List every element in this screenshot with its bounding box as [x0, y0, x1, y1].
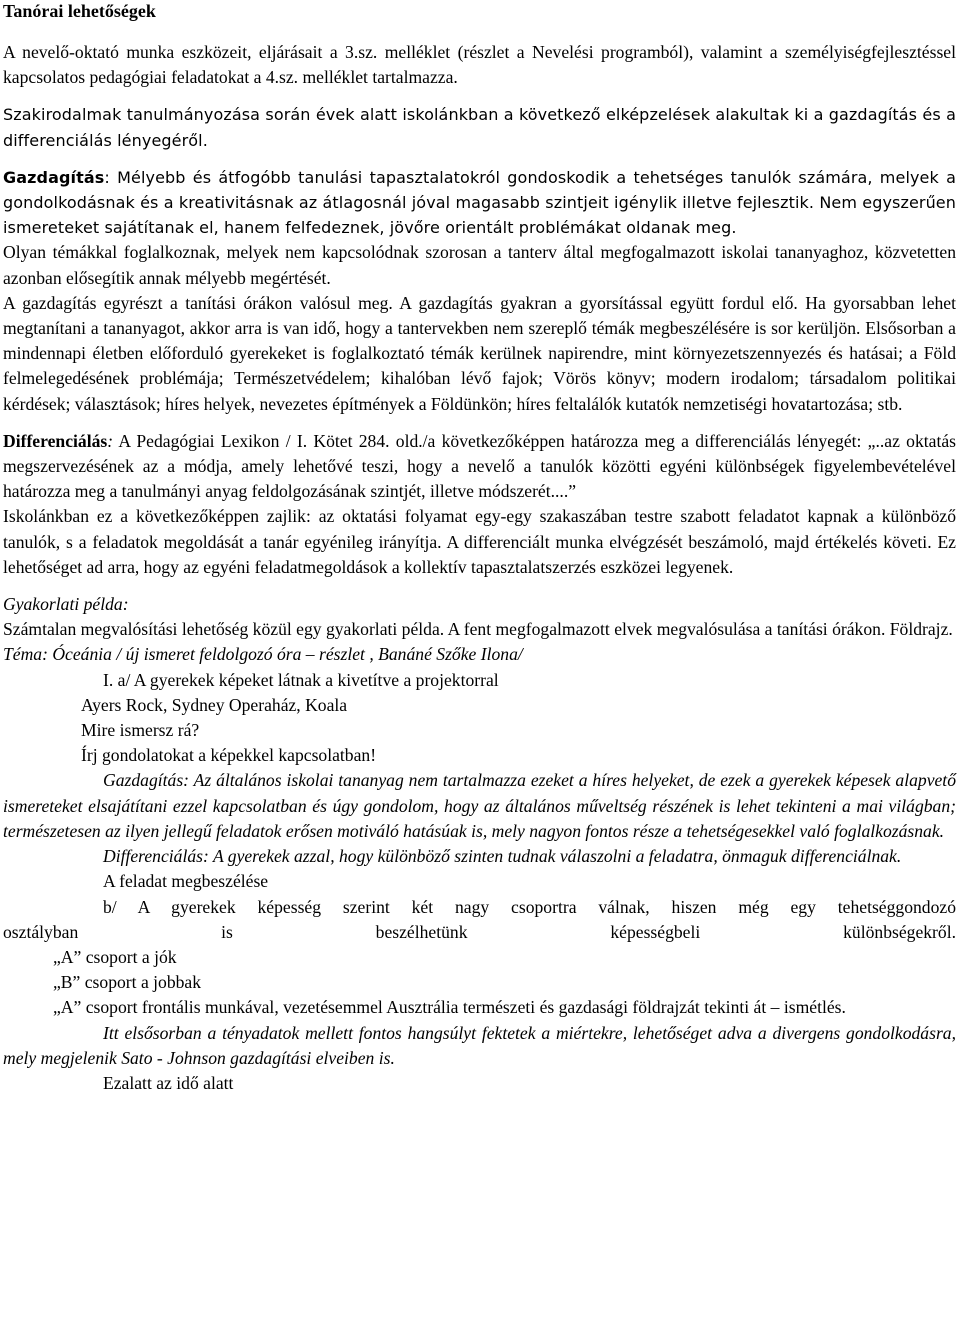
example-intro: Számtalan megvalósítási lehetőség közül egy gyakorlati példa. A fent megfogalmazott elvek megvalósulása a tanítási órákon. Földrajz. [3, 619, 953, 640]
list-item: Ayers Rock, Sydney Operaház, Koala [81, 694, 348, 715]
step-one: I. a/ A gyerekek képeket látnak a kivetítve a projektorral [103, 669, 499, 690]
enrichment-practice-paragraph: A gazdagítás egyrészt a tanítási órákon valósul meg. A gazdagítás gyakran a gyorsítással együtt fordul elő. Ha gyorsabban lehet megtanítani a tananyagot, akkor arra is van idő, hogy a tantervekben nem szereplő témák megbeszélésére is sor kerüljön. Elsősorban a mindennapi életben előforduló gyerekeket is foglalkoztató témák kerülnek napirendre, mint környezetszennyezés és hatásai; a Föld felmelegedésének problémája; Természetvédelem; kihalóban lévő fajok; Vörös könyv; modern irodalom; társadalom politikai kérdések; választások; híres helyek, nevezetes építmények a Földünkön; híres feltalálók kutatók nemzetiségi hovatartozása; stb. [3, 292, 956, 414]
task-discussion: A feladat megbeszélése [103, 871, 269, 892]
enrichment-definition: : Mélyebb és átfogóbb tanulási tapasztalatokról gondoskodik a tehetséges tanulók számára, melyek a gondolkodásnak és a kreativitásnak az átlagosnál jóval magasabb szintjeit igénylik illetve fejlesztik. Nem egyszerűen ismereteket sajátítanak el, hanem felfedeznek, jövőre orientált problémákat oldanak meg. [3, 167, 956, 238]
group-a-task: „A” csoport frontális munkával, vezetésemmel Ausztrália természeti és gazdasági földrajzát tekinti át – ismétlés. [53, 997, 846, 1018]
meanwhile-line: Ezalatt az idő alatt [103, 1072, 234, 1093]
enrichment-note: Gazdagítás: Az általános iskolai tananyag nem tartalmazza ezeket a híres helyeket, de ezek a gyerekek képesek alapvető ismereteket elsajátítani ezzel kapcsolatban és úgy gondolom, hogy az általános műveltség részének is lehet tekinteni a mai világban; természetesen az ilyen jellegű feladatok erősen motiváló hatásúak is, mely nagyon fontos része a tehetségesekkel való foglalkozásnak. [3, 770, 956, 841]
example-theme: Téma: Óceánia / új ismeret feldolgozó óra – részlet , Banáné Szőke Ilona/ [3, 644, 523, 665]
step-b-line-1: b/ A gyerekek képesség szerint két nagy csoportra válnak, hiszen még egy tehetséggondozó [103, 896, 956, 917]
sato-note: Itt elsősorban a tényadatok mellett fontos hangsúlyt fektetek a miértekre, lehetőséget adva a divergens gondolkodásra, mely megjelenik Sato - Johnson gazdagítási elveiben is. [3, 1022, 956, 1068]
list-item: Írj gondolatokat a képekkel kapcsolatban! [81, 745, 377, 766]
enrichment-topics-paragraph: Olyan témákkal foglalkoznak, melyek nem kapcsolódnak szorosan a tanterv által megfogalmazott iskolai tananyaghoz, közvetetten azonban elősegítik annak mélyebb megértését. [3, 242, 956, 288]
literature-paragraph: Szakirodalmak tanulmányozása során évek alatt iskolánkban a következő elképzelések alakultak ki a gazdagítás és a differenciálás lényegéről. [3, 105, 956, 150]
group-a: „A” csoport a jók [53, 946, 177, 967]
list-item: Mire ismersz rá? [81, 720, 200, 741]
group-b: „B” csoport a jobbak [53, 972, 202, 993]
intro-paragraph: A nevelő-oktató munka eszközeit, eljárásait a 3.sz. melléklet (részlet a Nevelési programból), valamint a személyiségfejlesztéssel kapcsolatos pedagógiai feladatokat a 4.sz. melléklet tartalmazza. [3, 42, 956, 88]
enrichment-paragraph [3, 165, 956, 241]
example-heading: Gyakorlati példa: [3, 594, 129, 615]
enrichment-term: Gazdagítás [3, 167, 105, 187]
step-b-line-2: osztályban is beszélhetünk képességbeli különbségekről. [3, 921, 956, 942]
differentiation-practice-paragraph: Iskolánkban ez a következőképpen zajlik: az oktatási folyamat egy-egy szakaszában testre szabott feladatot kapnak a különböző tanulók, s a feladatok megoldását a tanár egyénileg irányítja. A differenciált munka elvégzését beszámoló, majd értékelés követi. Ez lehetőséget ad arra, hogy az egyéni feladatmegoldások a kollektív tapasztalatszerzés eszközei legyenek. [3, 506, 956, 577]
differentiation-term: Differenciálás [3, 430, 108, 451]
differentiation-definition: A Pedagógiai Lexikon / I. Kötet 284. old./a következőképpen határozza meg a differenciálás lényegét: „..az oktatás megszervezésének az a módja, amely lehetővé teszi, hogy a nevelő a tanulók közötti egyéni különbségek figyelembevételével határozza meg a tanulmányi anyag feldolgozásának szintjét, illetve módszerét....” [3, 430, 956, 502]
differentiation-note: Differenciálás: A gyerekek azzal, hogy különböző szinten tudnak válaszolni a feladatra, önmaguk differenciálnak. [103, 846, 902, 867]
differentiation-paragraph: Differenciálás: A Pedagógiai Lexikon / I. Kötet 284. old./a következőképpen határozza meg a differenciálás lényegét: „..az oktatás megszervezésének az a módja, amely lehetővé teszi, hogy a nevelő a tanulók közötti egyéni különbségek figyelembevételével határozza meg a tanulmányi anyag feldolgozásának szintjét, illetve módszerét....” [3, 430, 956, 502]
page-title: Tanórai lehetőségek [3, 1, 156, 21]
